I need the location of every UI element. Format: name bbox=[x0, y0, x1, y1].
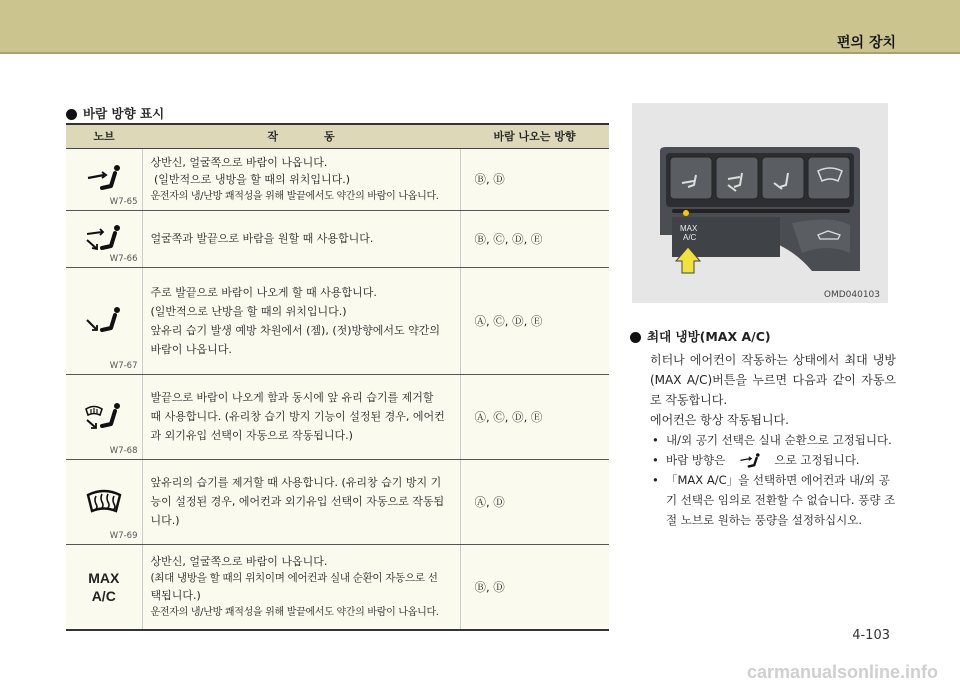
control-panel-illustration bbox=[632, 103, 888, 303]
direction-cell: Ⓐ, Ⓓ bbox=[460, 459, 609, 544]
operation-cell bbox=[142, 544, 460, 630]
max-ac-heading bbox=[630, 327, 771, 345]
operation-line: 발끝으로 바람이 나오게 함과 동시에 앞 유리 습기를 제거할 bbox=[150, 391, 434, 404]
face-vent-icon bbox=[735, 452, 765, 470]
section-title: 편의 장치 bbox=[837, 35, 896, 51]
table-row bbox=[66, 148, 609, 210]
direction-cell: Ⓐ, Ⓒ, Ⓓ, Ⓔ bbox=[460, 374, 609, 459]
photo-code: OMD040103 bbox=[823, 290, 880, 300]
operation-line: (일반적으로 난방을 할 때의 위치입니다.) bbox=[150, 304, 347, 318]
operation-line: 과 외기유입 선택이 자동으로 작동됩니다.) bbox=[150, 429, 353, 442]
max-ac-body bbox=[650, 350, 896, 530]
direction-cell: Ⓐ, Ⓒ, Ⓓ, Ⓔ bbox=[460, 267, 609, 374]
knob-cell bbox=[66, 210, 142, 267]
operation-line: 앞유리 습기 발생 예방 차원에서 (젬), (젓)방향에서도 약간의 bbox=[150, 323, 441, 337]
operation-line: 운전자의 냉/난방 쾌적성을 위해 발끝에서도 약간의 바람이 나옵니다. bbox=[150, 190, 439, 202]
bullet-icon bbox=[66, 109, 77, 120]
operation-line: 능이 설정된 경우, 에어컨과 외기유입 선택이 자동으로 작동됩 bbox=[150, 495, 445, 508]
operation-line: 앞유리의 습기를 제거할 때 사용합니다. (유리창 습기 방지 기 bbox=[150, 476, 442, 489]
header-rule bbox=[0, 52, 960, 54]
knob-code: W7-67 bbox=[109, 360, 138, 371]
table-header-row bbox=[66, 124, 609, 148]
operation-line: 때 사용합니다. (유리창 습기 방지 기능이 설정된 경우, 에어컨 bbox=[150, 410, 445, 423]
direction-cell: Ⓑ, Ⓒ, Ⓓ, Ⓔ bbox=[460, 210, 609, 267]
operation-line: 니다.) bbox=[150, 514, 180, 527]
list-item: • 「MAX A/C」을 선택하면 에어컨과 내/외 공기 선택은 임의로 전환할 수 없습니다. 풍량 조절 노브로 원하는 풍량을 설정하십시오. bbox=[650, 470, 896, 530]
operation-cell bbox=[142, 459, 460, 544]
operation-cell bbox=[142, 210, 460, 267]
list-item: • 내/외 공기 선택은 실내 순환으로 고정됩니다. bbox=[650, 430, 896, 450]
operation-line: 상반신, 얼굴쪽으로 바람이 나옵니다. bbox=[150, 554, 328, 568]
operation-line: (최대 냉방을 할 때의 위치이며 에어컨과 실내 순환이 자동으로 선 bbox=[150, 571, 438, 584]
list-item bbox=[650, 450, 896, 470]
face-vent-icon bbox=[82, 162, 126, 196]
knob-code: W7-69 bbox=[109, 530, 138, 541]
knob-cell bbox=[66, 374, 142, 459]
direction-cell: Ⓑ, Ⓓ bbox=[460, 148, 609, 210]
operation-cell bbox=[142, 374, 460, 459]
operation-line: 상반신, 얼굴쪽으로 바람이 나옵니다. bbox=[150, 155, 328, 169]
col-operation: 작 동 bbox=[142, 124, 460, 148]
table-row bbox=[66, 459, 609, 544]
knob-code: W7-65 bbox=[109, 196, 138, 207]
floor-vent-icon bbox=[82, 304, 126, 338]
knob-cell bbox=[66, 148, 142, 210]
knob-cell bbox=[66, 459, 142, 544]
control-panel-photo bbox=[632, 103, 888, 303]
table-row bbox=[66, 210, 609, 267]
header-band bbox=[0, 0, 960, 52]
page-number: 4-103 bbox=[852, 628, 890, 643]
photo-ac-text: A/C bbox=[683, 233, 697, 242]
watermark: carmanualsonline.info bbox=[746, 662, 938, 682]
bilevel-vent-icon bbox=[82, 222, 126, 256]
airflow-heading bbox=[66, 104, 164, 122]
table-row bbox=[66, 544, 609, 630]
max-ac-bullets bbox=[650, 430, 896, 530]
operation-line: 운전자의 냉/난방 쾌적성을 위해 발끝에서도 약간의 바람이 나옵니다. bbox=[150, 606, 439, 618]
max-ac-paragraph: 에어컨은 항상 작동됩니다. bbox=[650, 413, 789, 427]
bullet-icon bbox=[630, 332, 641, 343]
operation-line: 주로 발끝으로 바람이 나오게 할 때 사용합니다. bbox=[150, 285, 377, 299]
max-ac-heading-text: 최대 냉방(MAX A/C) bbox=[647, 329, 771, 344]
operation-line: 택됩니다.) bbox=[150, 588, 201, 602]
defrost-icon bbox=[82, 485, 126, 519]
knob-code: W7-66 bbox=[109, 253, 138, 264]
table-row bbox=[66, 267, 609, 374]
operation-cell bbox=[142, 148, 460, 210]
operation-line: (일반적으로 냉방을 할 때의 위치입니다.) bbox=[150, 172, 351, 186]
ac-label: A/C bbox=[91, 587, 116, 604]
photo-max-text: MAX bbox=[680, 224, 698, 233]
list-item-text: 바람 방향은 bbox=[666, 453, 726, 467]
col-knob: 노브 bbox=[66, 124, 142, 148]
table-row bbox=[66, 374, 609, 459]
airflow-table bbox=[66, 123, 609, 631]
knob-code: W7-68 bbox=[109, 445, 138, 456]
direction-cell: Ⓑ, Ⓓ bbox=[460, 544, 609, 630]
operation-line: 바람이 나옵니다. bbox=[150, 342, 232, 356]
operation-line: 얼굴쪽과 발끝으로 바람을 원할 때 사용합니다. bbox=[150, 232, 374, 245]
knob-cell bbox=[66, 267, 142, 374]
knob-cell bbox=[66, 544, 142, 630]
floor-defrost-icon bbox=[82, 400, 126, 434]
max-ac-paragraph: 히터나 에어컨이 작동하는 상태에서 최대 냉방(MAX A/C)버튼을 누르면 다음과 같이 자동으로 작동합니다. bbox=[650, 353, 896, 407]
col-direction: 바람 나오는 방향 bbox=[460, 124, 609, 148]
operation-cell bbox=[142, 267, 460, 374]
list-item-text: 으로 고정됩니다. bbox=[774, 453, 860, 467]
max-label: MAX bbox=[88, 569, 120, 586]
airflow-heading-text: 바람 방향 표시 bbox=[83, 106, 165, 121]
